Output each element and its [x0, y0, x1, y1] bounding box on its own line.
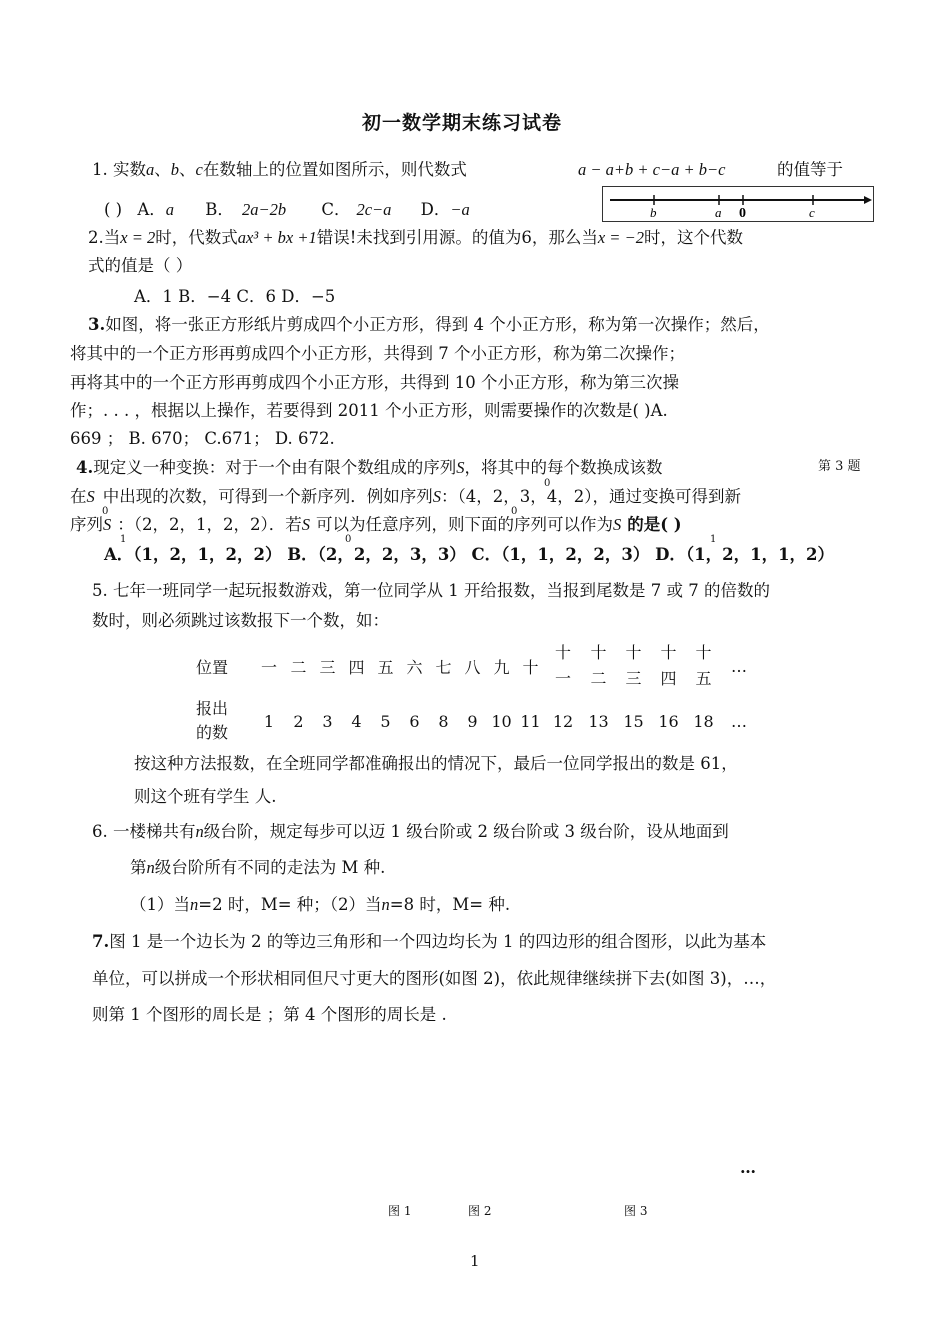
- figure-1-caption: 图 1: [388, 1204, 412, 1218]
- q2-line2: 式的值是（ ）: [88, 256, 193, 275]
- q5-line1: 5. 七年一班同学一起玩报数游戏，第一位同学从 1 开给报数，当报到尾数是 7 或 7 的倍数的: [92, 581, 770, 600]
- q6-line2: 第n级台阶所有不同的走法为 M 种.: [130, 858, 386, 877]
- table-cell: 十 四: [660, 643, 677, 688]
- table-cell: 2: [293, 711, 304, 731]
- table-cell: 十 二: [590, 643, 607, 688]
- table-cell: 十 三: [625, 643, 642, 688]
- q1-expression: a − a+b + c−a + b−c: [578, 160, 726, 179]
- q5-line4: 则这个班有学生 人.: [134, 787, 277, 806]
- page-number: 1: [470, 1252, 480, 1270]
- q3-line4: 作；. . . ，根据以上操作，若要得到 2011 个小正方形，则需要操作的次数是( )A.: [70, 401, 668, 420]
- table-cell: 8: [438, 711, 449, 731]
- q3-line2: 将其中的一个正方形再剪成四个小正方形，共得到 7 个小正方形，称为第二次操作；: [70, 344, 685, 363]
- row-label-number: 报出 的数: [196, 699, 229, 742]
- table-cell: 四: [348, 657, 365, 677]
- table-cell: 一: [260, 657, 277, 677]
- table-cell: 15: [623, 711, 644, 731]
- table-cell: 二: [290, 657, 307, 677]
- table-cell: 18: [693, 711, 714, 731]
- table-cell: 6: [409, 711, 420, 731]
- q4-sub-0a: 0: [544, 478, 551, 489]
- table-row-positions: [196, 640, 757, 692]
- figure-3-caption: 图 3: [624, 1204, 648, 1218]
- table-cell: 七: [435, 657, 452, 677]
- q3-line3: 再将其中的一个正方形再剪成四个小正方形，共得到 10 个小正方形，称为第三次操: [70, 373, 679, 392]
- q4-sub-1b: 1: [710, 534, 717, 545]
- q4-sub-1a: 1: [120, 534, 127, 545]
- table-cell: 九: [493, 657, 510, 677]
- table-cell: 9: [467, 711, 478, 731]
- q3-line1: 3.如图，将一张正方形纸片剪成四个小正方形，得到 4 个小正方形，称为第一次操作；然后，: [88, 315, 770, 334]
- q5-line2: 数时，则必须跳过该数报下一个数，如：: [92, 611, 389, 630]
- numberline-label-a: a: [715, 205, 722, 220]
- table-cell: 十 一: [554, 643, 571, 688]
- q1-options: ( ) A．a B． 2a−2b C． 2c−a D．−a: [104, 200, 470, 219]
- q4-line1: 4.现定义一种变换：对于一个由有限个数组成的序列S，将其中的每个数换成该数: [76, 458, 663, 477]
- q3-figure-label: 第 3 题: [818, 459, 861, 474]
- row-label-position: 位置: [196, 657, 229, 677]
- q4-sub-0c: 0: [511, 506, 518, 517]
- table-cell: 五: [377, 657, 394, 677]
- q7-line2: 单位，可以拼成一个形状相同但尺寸更大的图形(如图 2)，依此规律继续拼下去(如图 3)，…，: [92, 969, 777, 988]
- table-row-numbers: [196, 692, 757, 750]
- table-cell: 4: [351, 711, 362, 731]
- q4-options: A．（1，2，1，2，2） B．（2，2，2，3，3） C．（1，1，2，2，3） D．（1，2，1，1，2）: [104, 545, 835, 564]
- table-cell: 13: [588, 711, 609, 731]
- table-cell: 5: [380, 711, 391, 731]
- q2-line1: 2.当x = 2时，代数式ax³ + bx +1错误!未找到引用源。的值为6，那么当x = −2时，这个代数: [88, 228, 743, 247]
- page-title: 初一数学期末练习试卷: [362, 112, 563, 134]
- q5-line3: 按这种方法报数，在全班同学都准确报出的情况下，最后一位同学报出的数是 61，: [134, 754, 738, 773]
- q7-line1: 7.图 1 是一个边长为 2 的等边三角形和一个四边均长为 1 的四边形的组合图形，以此为基本: [92, 932, 767, 951]
- numberline-label-c: c: [809, 205, 815, 220]
- table-cell: 1: [263, 711, 275, 731]
- table-cell: 八: [464, 657, 481, 677]
- number-line-figure: [602, 186, 874, 222]
- q6-line1: 6. 一楼梯共有n级台阶，规定每步可以迈 1 级台阶或 2 级台阶或 3 级台阶，设从地面到: [92, 822, 729, 841]
- table-cell: 3: [322, 711, 333, 731]
- counting-table: [196, 640, 757, 750]
- table-cell: 11: [520, 711, 541, 731]
- q4-sub-0d: 0: [345, 534, 352, 545]
- table-cell: …: [731, 656, 747, 676]
- table-cell: 十: [522, 657, 539, 677]
- table-cell: 三: [319, 657, 336, 677]
- numberline-label-b: b: [650, 205, 657, 220]
- table-cell: 十 五: [695, 643, 712, 688]
- q1-line1: 1. 实数a、b、c在数轴上的位置如图所示，则代数式: [92, 160, 467, 179]
- q6-line3: （1）当n=2 时，M= 种；（2）当n=8 时，M= 种.: [130, 895, 511, 914]
- q3-line5: 669 ； B. 670； C.671； D. 672.: [70, 429, 335, 448]
- q4-line3: 序列S ：（2，2，1，2，2）．若S 可以为任意序列，则下面的序列可以作为S 的是( ): [70, 515, 682, 534]
- figure-ellipsis: …: [740, 1158, 756, 1177]
- table-cell: 六: [406, 657, 423, 677]
- table-cell: 12: [552, 711, 574, 731]
- q7-line3: 则第 1 个图形的周长是 ；第 4 个图形的周长是 .: [92, 1005, 447, 1024]
- q1-tail: 的值等于: [777, 160, 843, 179]
- figure-2-caption: 图 2: [468, 1204, 492, 1218]
- q4-line2: 在S 中出现的次数，可得到一个新序列．例如序列S：（4，2，3，4，2），通过变换可得到新: [70, 487, 741, 506]
- table-cell: 10: [491, 711, 512, 731]
- table-cell: 16: [658, 711, 679, 731]
- q2-options: A．1 B．−4 C．6 D．−5: [134, 287, 336, 306]
- numberline-label-0: 0: [739, 206, 746, 221]
- table-cell: …: [731, 711, 747, 731]
- q4-sub-0b: 0: [102, 506, 109, 517]
